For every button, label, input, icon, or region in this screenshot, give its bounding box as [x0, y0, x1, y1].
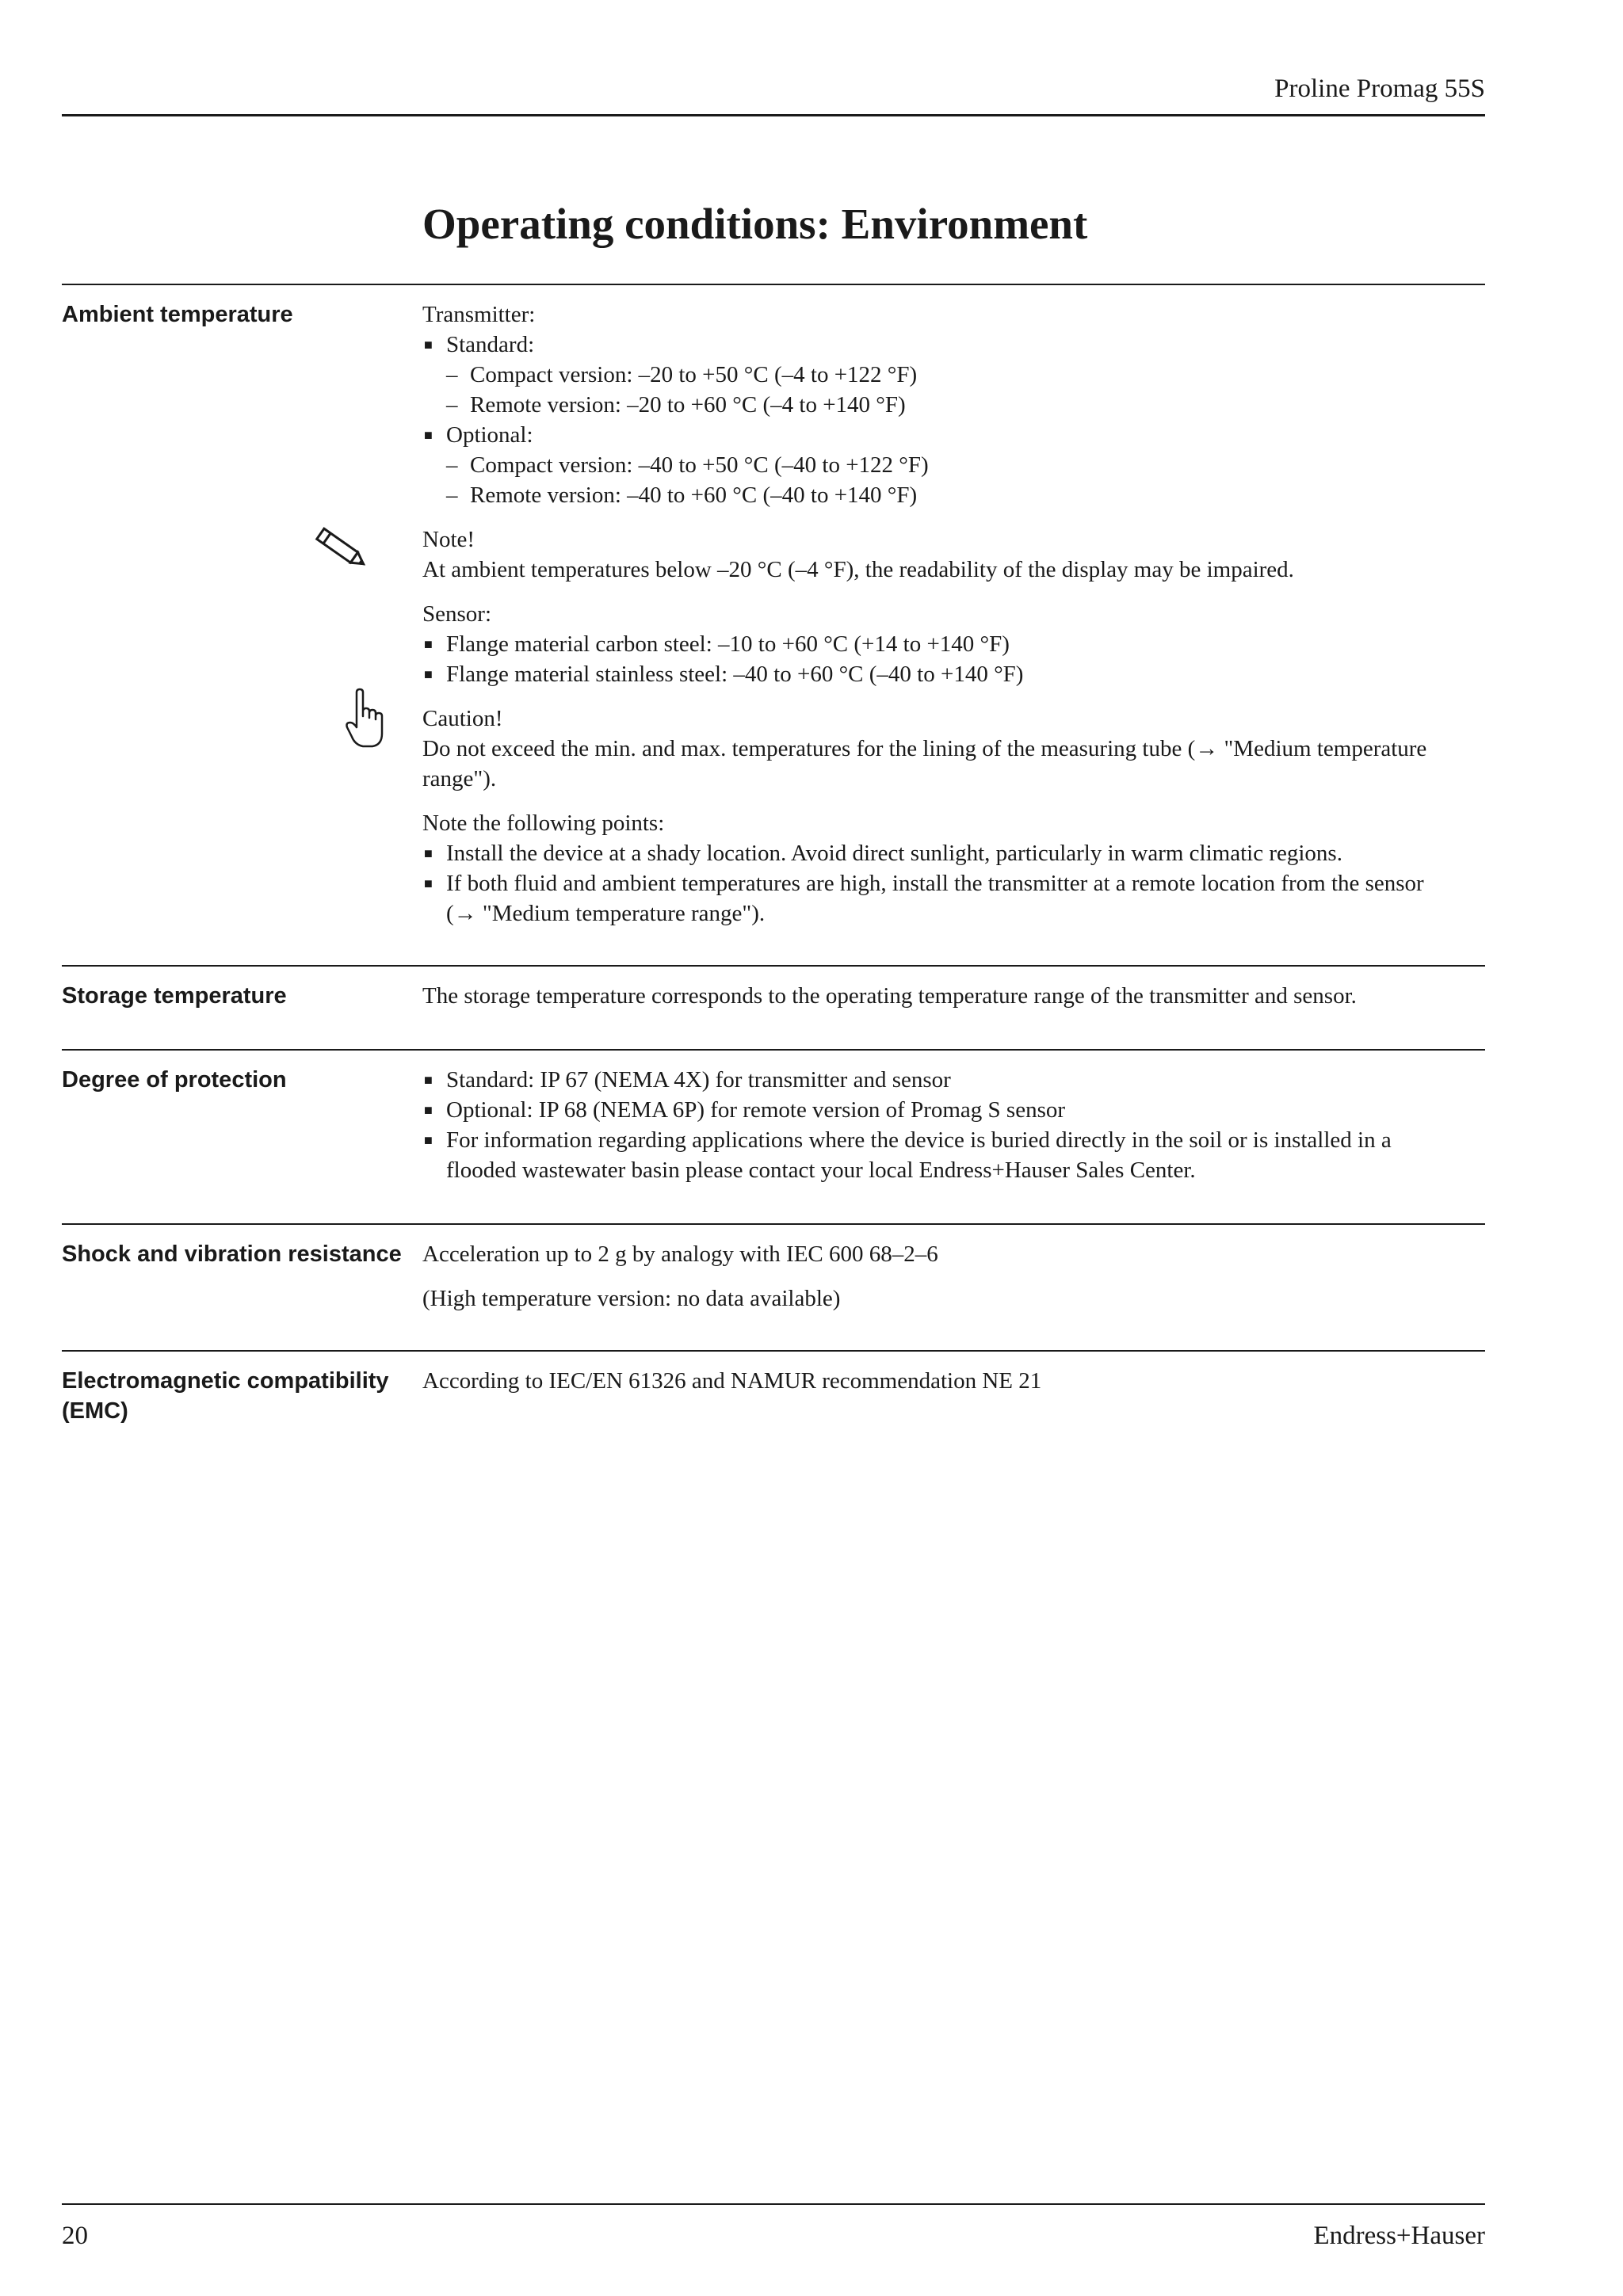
- note-title: Note!: [422, 527, 475, 552]
- section-label: Ambient temperature: [62, 302, 293, 327]
- page-title: Operating conditions: Environment: [422, 200, 1088, 248]
- sensor-heading: Sensor:: [422, 601, 491, 627]
- note-text: At ambient temperatures below –20 °C (–4 °F), the readability of the display may be impaired.: [422, 557, 1294, 582]
- emc-label-line: Electromagnetic compatibility: [62, 1368, 389, 1394]
- points-heading: Note the following points:: [422, 810, 665, 836]
- pencil-note-icon: [309, 521, 372, 577]
- shock-text: Acceleration up to 2 g by analogy with IEC 600 68–2–6: [422, 1241, 938, 1267]
- caution-title: Caution!: [422, 706, 503, 731]
- section-emc: [62, 1350, 1485, 1447]
- section-content: [422, 1065, 1484, 1185]
- transmitter-heading: Transmitter:: [422, 302, 536, 327]
- list-subitem: – Compact version: –20 to +50 °C (–4 to +122 °F): [422, 360, 1484, 390]
- list-item: ■ Optional: IP 68 (NEMA 6P) for remote version of Promag S sensor: [422, 1095, 1484, 1125]
- list-subitem: – Compact version: –40 to +50 °C (–40 to +122 °F): [422, 450, 1484, 480]
- section-label: Degree of protection: [62, 1067, 287, 1093]
- list-item: ■ Flange material carbon steel: –10 to +60 °C (+14 to +140 °F): [422, 629, 1484, 659]
- emc-text: According to IEC/EN 61326 and NAMUR recommendation NE 21: [422, 1368, 1042, 1394]
- section-storage-temperature: [62, 965, 1485, 1051]
- footer-divider: [62, 2203, 1485, 2205]
- storage-text: The storage temperature corresponds to the operating temperature range of the transmitter and sensor.: [422, 983, 1357, 1009]
- list-item: ■ Standard:: [422, 330, 1484, 360]
- list-item: ■ Standard: IP 67 (NEMA 4X) for transmitter and sensor: [422, 1065, 1484, 1095]
- list-item: ■ For information regarding applications where the device is buried directly in the soil or is installed in a: [422, 1125, 1484, 1155]
- section-label: Storage temperature: [62, 983, 287, 1009]
- list-item: ■ Flange material stainless steel: –40 to +60 °C (–40 to +140 °F): [422, 659, 1484, 689]
- list-item-cont: (→ "Medium temperature range").: [446, 901, 766, 926]
- section-ambient-temperature: [62, 284, 1485, 967]
- section-shock-vibration: [62, 1223, 1485, 1352]
- shock-note: (High temperature version: no data available): [422, 1286, 841, 1311]
- list-subitem: – Remote version: –40 to +60 °C (–40 to +140 °F): [422, 480, 1484, 510]
- list-item: ■ Install the device at a shady location. Avoid direct sunlight, particularly in warm climatic regions.: [422, 838, 1484, 868]
- header-product-title: Proline Promag 55S: [1274, 74, 1485, 103]
- section-content: [422, 1366, 1484, 1396]
- emc-label-line: (EMC): [62, 1398, 128, 1424]
- list-item: ■ Optional:: [422, 420, 1484, 450]
- section-label: [62, 1366, 411, 1426]
- pointing-hand-icon: [341, 688, 388, 751]
- page-number: 20: [62, 2222, 88, 2250]
- list-item: ■ If both fluid and ambient temperatures are high, install the transmitter at a remote location from the sensor: [422, 868, 1484, 898]
- caution-text-cont: range").: [422, 766, 497, 791]
- list-item-cont: flooded wastewater basin please contact your local Endress+Hauser Sales Center.: [446, 1158, 1196, 1183]
- section-content: [422, 299, 1484, 929]
- footer-brand: Endress+Hauser: [1313, 2222, 1485, 2250]
- list-subitem: – Remote version: –20 to +60 °C (–4 to +140 °F): [422, 390, 1484, 420]
- section-label: Shock and vibration resistance: [62, 1241, 402, 1267]
- caution-text: Do not exceed the min. and max. temperatures for the lining of the measuring tube (→ "Medium temperature: [422, 736, 1427, 761]
- header-divider: [62, 114, 1485, 116]
- section-content: [422, 981, 1484, 1011]
- section-content: [422, 1239, 1484, 1314]
- section-degree-of-protection: [62, 1049, 1485, 1225]
